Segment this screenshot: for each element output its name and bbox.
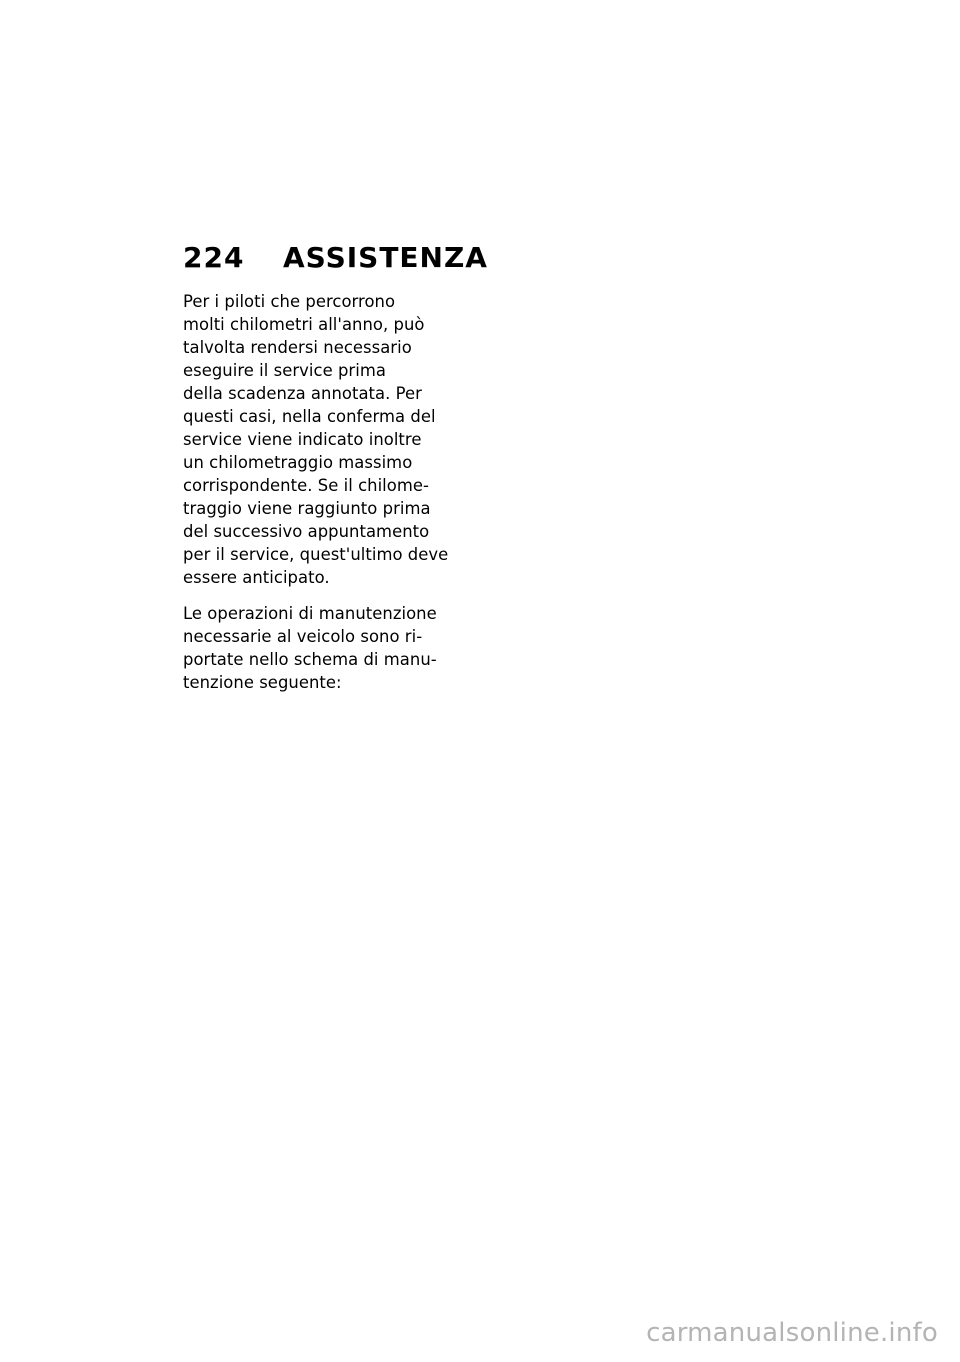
text-line: tenzione seguente: bbox=[183, 673, 342, 692]
section-title: ASSISTENZA bbox=[283, 241, 488, 274]
text-line: essere anticipato. bbox=[183, 568, 330, 587]
text-line: portate nello schema di manu- bbox=[183, 650, 437, 669]
text-line: un chilometraggio massimo bbox=[183, 453, 413, 472]
text-line: service viene indicato inoltre bbox=[183, 430, 422, 449]
text-line: molti chilometri all'anno, può bbox=[183, 315, 425, 334]
text-line: per il service, quest'ultimo deve bbox=[183, 545, 449, 564]
body-text bbox=[183, 290, 453, 707]
text-line: del successivo appuntamento bbox=[183, 522, 430, 541]
text-line: Le operazioni di manutenzione bbox=[183, 604, 437, 623]
text-line: eseguire il service prima bbox=[183, 361, 386, 380]
page-number: 224 bbox=[183, 241, 245, 274]
text-line: traggio viene raggiunto prima bbox=[183, 499, 431, 518]
text-line: necessarie al veicolo sono ri- bbox=[183, 627, 423, 646]
text-line: talvolta rendersi necessario bbox=[183, 338, 412, 357]
watermark-text: carmanualsonline.info bbox=[646, 1318, 938, 1348]
paragraph-service-interval bbox=[183, 290, 453, 589]
text-line: questi casi, nella conferma del bbox=[183, 407, 436, 426]
text-line: Per i piloti che percorrono bbox=[183, 292, 396, 311]
page-header bbox=[183, 238, 488, 278]
text-line: corrispondente. Se il chilome- bbox=[183, 476, 429, 495]
paragraph-maintenance-schedule bbox=[183, 602, 453, 694]
text-line: della scadenza annotata. Per bbox=[183, 384, 422, 403]
